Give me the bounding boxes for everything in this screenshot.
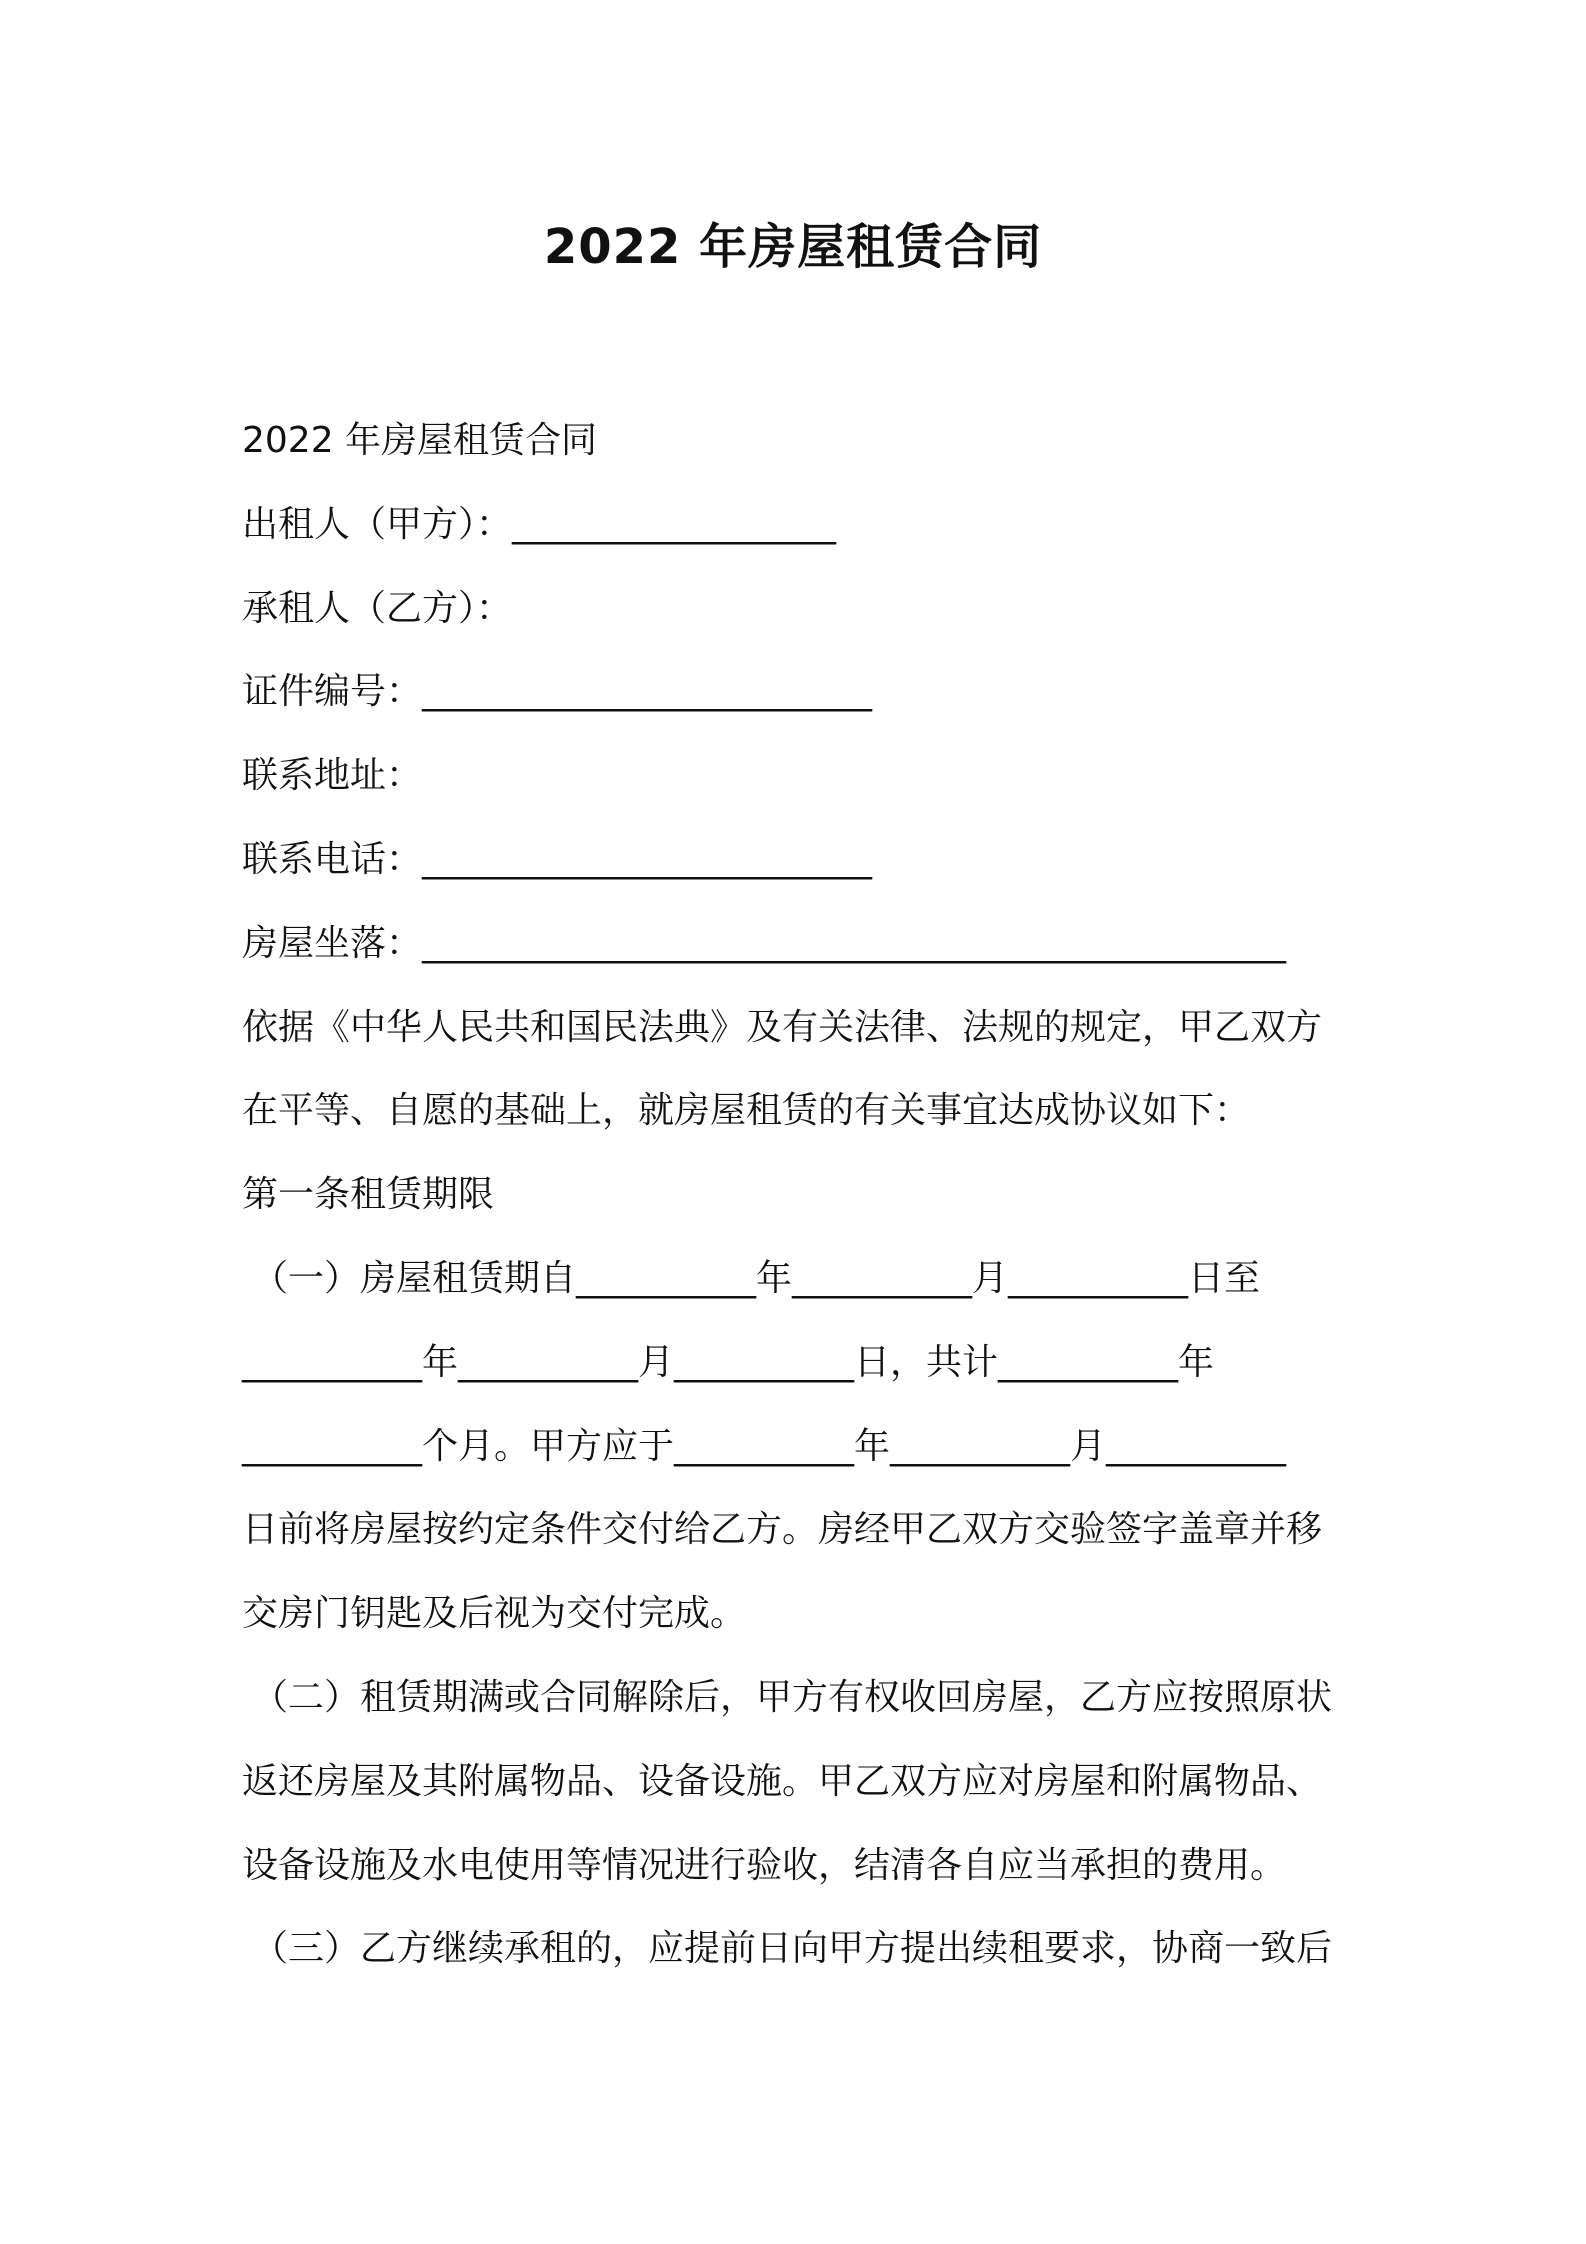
document-body <box>242 408 1362 2000</box>
article-1-heading: 第一条租赁期限 <box>242 1174 495 1216</box>
lessor-field: 出租人（甲方）：__________________ <box>242 503 837 545</box>
clause-1-line-2: __________年__________月__________日，共计__________年 <box>242 1341 1215 1383</box>
phone-field: 联系电话：_________________________ <box>242 838 873 880</box>
property-location-field: 房屋坐落：________________________________________________ <box>242 922 1287 964</box>
clause-2-line-1: （二）租赁期满或合同解除后，甲方有权收回房屋，乙方应按照原状 <box>252 1676 1333 1718</box>
preamble-line-2: 在平等、自愿的基础上，就房屋租赁的有关事宜达成协议如下： <box>242 1090 1251 1132</box>
address-field: 联系地址： <box>242 755 423 797</box>
clause-1-line-3: __________个月。甲方应于__________年__________月__________ <box>242 1425 1287 1467</box>
clause-2-line-3: 设备设施及水电使用等情况进行验收，结清各自应当承担的费用。 <box>242 1844 1287 1886</box>
clause-3-line-1: （三）乙方继续承租的，应提前日向甲方提出续租要求，协商一致后 <box>252 1928 1333 1970</box>
document-title: 2022 年房屋租赁合同 <box>543 219 1043 275</box>
clause-2-line-2: 返还房屋及其附属物品、设备设施。甲乙双方应对房屋和附属物品、 <box>242 1760 1323 1802</box>
clause-1-line-4: 日前将房屋按约定条件交付给乙方。房经甲乙双方交验签字盖章并移 <box>242 1509 1323 1551</box>
id-number-field: 证件编号：_________________________ <box>242 671 873 713</box>
lessee-field: 承租人（乙方）： <box>242 587 513 629</box>
clause-1-line-1: （一）房屋租赁期自__________年__________月__________日至 <box>252 1257 1261 1299</box>
body-heading: 2022 年房屋租赁合同 <box>242 420 598 461</box>
preamble-line-1: 依据《中华人民共和国民法典》及有关法律、法规的规定，甲乙双方 <box>242 1006 1323 1048</box>
clause-1-line-5: 交房门钥匙及后视为交付完成。 <box>242 1593 747 1635</box>
